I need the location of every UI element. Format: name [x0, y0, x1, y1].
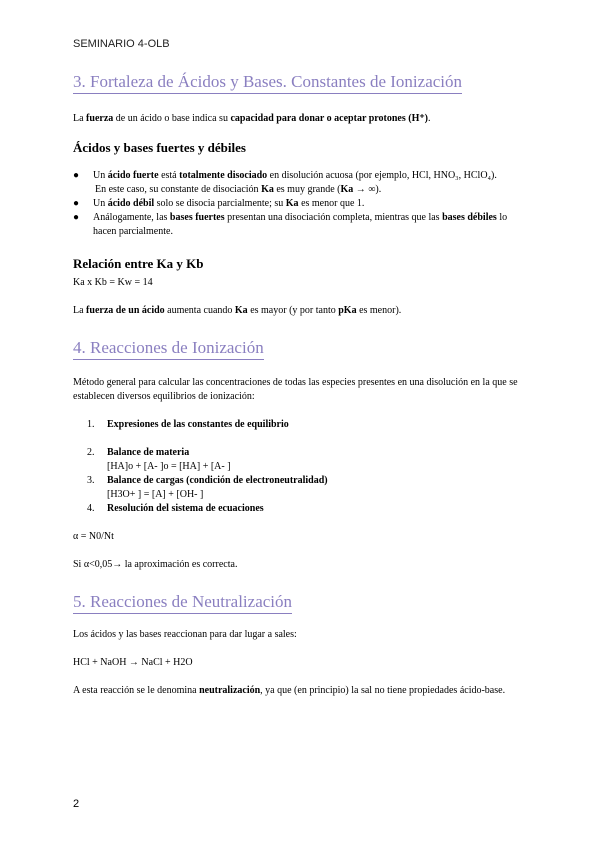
list-item: ● Un ácido débil solo se disocia parcialmente; su Ka es menor que 1.	[73, 198, 365, 209]
section-3-title: 3. Fortaleza de Ácidos y Bases. Constantes de Ionización	[73, 72, 462, 94]
sales-paragraph: Los ácidos y las bases reaccionan para dar lugar a sales:	[73, 629, 297, 640]
page-number: 2	[73, 798, 80, 810]
approx-paragraph: Si α<0,05→ la aproximación es correcta.	[73, 559, 238, 570]
page-header: SEMINARIO 4-OLB	[73, 38, 170, 50]
kw-formula: Ka x Kb = Kw = 14	[73, 277, 153, 288]
relacion-heading: Relación entre Ka y Kb	[73, 256, 204, 271]
steps-list	[73, 418, 529, 516]
fuerza-acido-paragraph: La fuerza de un ácido aumenta cuando Ka es mayor (y por tanto pKa es menor).	[73, 305, 402, 316]
reaction-equation: HCl + NaOH → NaCl + H2O	[73, 657, 193, 668]
fuerza-paragraph: La fuerza de un ácido o base indica su capacidad para donar o aceptar protones (H⁺).	[73, 113, 431, 124]
page-content	[73, 72, 529, 698]
fuertes-debiles-list	[73, 169, 529, 239]
list-item: ● Un ácido fuerte está totalmente disociado en disolución acuosa (por ejemplo, HCl, HNO₃, HClO₄). En este caso, su constante de disociación Ka es muy grande (Ka → ∞).	[73, 170, 497, 195]
list-item: 4. Resolución del sistema de ecuaciones	[87, 503, 264, 514]
bullet-icon: ●	[73, 212, 80, 223]
section-5-title: 5. Reacciones de Neutralización	[73, 592, 292, 614]
list-item: 1. Expresiones de las constantes de equilibrio	[87, 419, 289, 430]
neutralizacion-paragraph: A esta reacción se le denomina neutralización, ya que (en principio) la sal no tiene propiedades ácido-base.	[73, 685, 506, 696]
alpha-formula: α = N0/Nt	[73, 531, 114, 542]
list-item: 3. Balance de cargas (condición de electroneutralidad) [H3O+ ] = [A] + [OH- ]	[87, 475, 328, 500]
fuertes-debiles-heading: Ácidos y bases fuertes y débiles	[73, 140, 246, 155]
metodo-paragraph: Método general para calcular las concentraciones de todas las especies presentes en una disolución en la que se establecen diversos equilibrios de ionización:	[73, 377, 518, 402]
bullet-icon: ●	[73, 170, 80, 181]
bullet-icon: ●	[73, 198, 80, 209]
section-4-title: 4. Reacciones de Ionización	[73, 338, 264, 360]
list-item: 2. Balance de materia [HA]o + [A- ]o = [HA] + [A- ]	[87, 447, 231, 472]
list-item: ● Análogamente, las bases fuertes presentan una disociación completa, mientras que las bases débiles lo hacen parcialmente.	[73, 212, 508, 237]
